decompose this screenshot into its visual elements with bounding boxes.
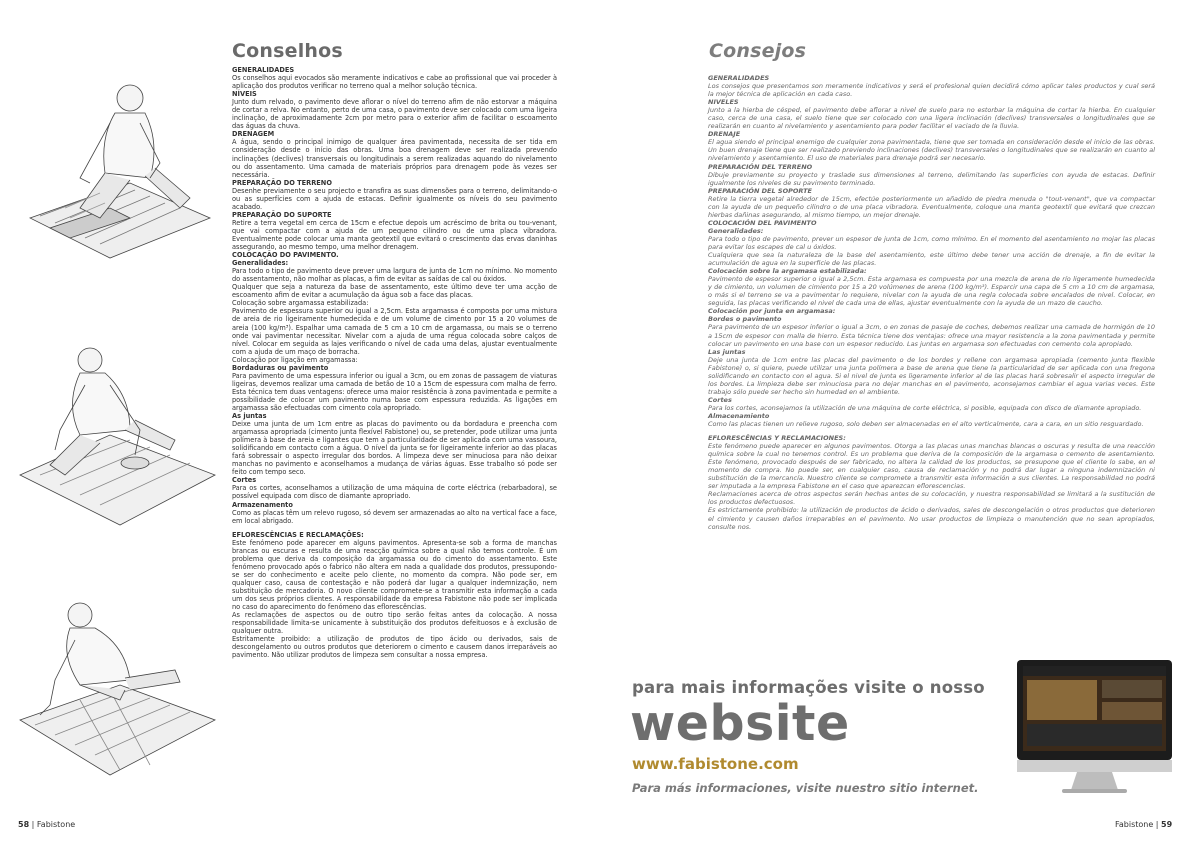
promo-website-word: website — [630, 695, 850, 752]
paragraph: As reclamações de aspectos ou de outro tipo serão feitas antes da colocação. A nossa responsabilidade limita-se unicamente à substituição dos produtos defeituosos e à exclusão de qualquer outra. — [232, 611, 557, 636]
section-heading: Colocación por junta en argamasa: — [708, 307, 836, 316]
section-heading: Cortes — [232, 476, 257, 485]
section-heading: DRENAJE — [708, 130, 741, 139]
paragraph: Para pavimento de uma espessura inferior ou igual a 3cm, ou em zonas de passagem de viaturas ligeiras, devemos realizar uma camada de betão de 10 a 15cm de espessura com malha de ferro. Esta técnica tem duas ventagens: oferece uma maior resistência à zona pavimentada e permite a possibilidade de colocar um pavimento numa base com espessura reduzida. As ligações em argamassa são efectuadas com cimento cola apropriado. — [232, 371, 557, 412]
section-heading: PREPARAÇÃO DO SUPORTE — [232, 210, 332, 219]
paragraph: Para los cortes, aconsejamos la utilización de una máquina de corte eléctrica, si posible, equipada con disco de diamante apropiado. — [708, 403, 1142, 412]
advice-text-column — [232, 66, 557, 659]
paragraph: El agua siendo el principal enemigo de cualquier zona pavimentada, tiene que ser tomada en consideración desde el inicio de las obras. Un buen drenaje tiene que ser realizado previendo inclinaciones (declives) transversales o longitudinales que se realizarán en cuanto al nivelamiento y asentamiento. El uso de materiales para drenaje podrá ser necesario. — [708, 138, 1155, 163]
section-heading: Las juntas — [708, 347, 746, 356]
paragraph: Pavimento de espessura superior ou igual a 2,5cm. Esta argamassa é composta por uma mistura de areia de rio ligeiramente humedecida e de um volume de cimento por 15 a 20 volumes de areia (100 kg/m³). Espalhar uma camada de 5 cm a 10 cm de argamassa, ou mais se o terreno onde vai pavimentar necessitar. Nivelar com a ajuda de uma régua colocada sobre calços de nível. Colocar em seguida as lajes verificando o nível de cada uma delas, ajustar eventualmente com a ajuda de um maço de borracha. — [232, 307, 557, 356]
page-title: Consejos — [709, 40, 807, 62]
paragraph: Os conselhos aqui evocados são meramente indicativos e cabe ao profissional que vai proceder à aplicação dos produtos verificar no terreno qual a melhor solução técnica. — [232, 74, 557, 91]
promo-heading: para mais informações visite o nosso — [632, 678, 985, 697]
paving-worker-illustration-1 — [10, 68, 220, 263]
section-heading: PREPARAÇÃO DO TERRENO — [232, 178, 332, 187]
section-heading: NÍVEIS — [232, 90, 257, 99]
paragraph: Para os cortes, aconselhamos a utilização de uma máquina de corte eléctrica (rebarbadora), se possível equipada com disco de diamante apropriado. — [232, 484, 557, 501]
folio-brand: Fabistone — [1115, 820, 1154, 829]
paragraph: Retire la tierra vegetal alrededor de 15cm, efectúe posteriormente un añadido de piedra menuda o "tout-venant", que va compactar con la ayuda de un pequeño cilindro o de una placa vibradora. Eventualmente, coloque una manta geotextil que evitará que crezcan hierbas dañinas asegurando, al mismo tiempo, un mejor drenaje. — [708, 194, 1155, 219]
section-heading: Bordaduras ou pavimento — [232, 363, 329, 372]
page-number: 59 — [1161, 820, 1173, 829]
paragraph: Dibuje previamente su proyecto y traslade sus dimensiones al terreno, delimitando las superficies con ayuda de estacas. Definir igualmente los niveles de su pavimento terminado. — [708, 170, 1155, 187]
paragraph: Junto a la hierba de césped, el pavimento debe aflorar a nivel de suelo para no estorbar la máquina de cortar la hierba. En cualquier caso, cerca de una casa, el suelo tiene que ser colocado con una ligera inclinación (declives) transversales o longitudinales que se realizarán en cuanto al nivelamiento y asentamiento para poder facilitar el vaciado de la lluvia. — [708, 106, 1155, 131]
section-heading: GENERALIDADES — [232, 66, 295, 74]
paving-worker-illustration-2 — [10, 335, 220, 530]
section-heading: Cortes — [708, 395, 732, 404]
section-heading: GENERALIDADES — [708, 74, 770, 82]
page-folio: 58 | Fabistone — [18, 820, 76, 829]
section-heading: COLOCAÇÃO DO PAVIMENTO. — [232, 251, 339, 260]
paragraph: Retire a terra vegetal em cerca de 15cm e efectue depois um acréscimo de brita ou tou-venant, que vai compactar com a ajuda de um pequeno cilindro ou de uma placa vibradora. Eventualmente pode colocar uma manta geotextil que evitará o crescimento das ervas daninhas assegurando, ao mesmo tempo, uma melhor drenagem. — [232, 218, 557, 252]
section-heading: Armazenamento — [232, 500, 293, 509]
section-heading: Bordes o pavimento — [708, 315, 782, 324]
paragraph: Colocação sobre argamassa estabilizada: — [232, 299, 369, 308]
section-heading: PREPARACIÓN DEL TERRENO — [708, 162, 813, 171]
paragraph: Pavimento de espesor superior o igual a 2,5cm. Esta argamasa es compuesta por una mezcla de arena de río ligeramente humedecida y de cimiento, un volumen de cimiento por 15 a 20 volúmenes de arena (100 kg/m³). Esparcir una capa de 5 cm a 10 cm de argamasa, o más si el terreno se va a pavimentar lo requiere, nivelar con la ayuda de una regla colocada sobre encalados de nivel. Colocar, en seguida, las placas verificando el nivel de cada una de ellas, ajustar eventualmente con la ayuda de un mazo de caucho. — [708, 275, 1155, 308]
section-heading: COLOCACIÓN DEL PAVIMENTO — [708, 218, 817, 227]
paragraph: Desenhe previamente o seu projecto e transfira as suas dimensões para o terreno, delimitando-o ou as superfícies com a ajuda de estacas. Definir igualmente os níveis do seu pavimento acabado. — [232, 186, 557, 211]
section-heading: DRENAGEM — [232, 130, 275, 139]
paragraph: Este fenómeno pode aparecer em alguns pavimentos. Apresenta-se sob a forma de manchas brancas ou escuras e resulta de uma reacção química sobre a qual não temos controle. É um problema que deriva da composição da argamassa ou do cimento do assentamento. Este fenómeno provocado após o fabrico não altera em nada a qualidade dos produtos, pressupondo-se ser do conhecimento e aceite pelo cliente, no momento da compra. Não pode ser, em qualquer caso, causa de contestação e não poderá dar lugar a qualquer indemnização, nem substituição de mercadoria. O novo cliente compromete-se a transmitir esta informação a cada um dos seus próprios clientes. A responsabilidade da empresa Fabistone não pode ser implicada no caso do aparecimento do fenómeno das eflorescências. — [232, 538, 557, 612]
section-heading: Generalidades: — [708, 226, 764, 235]
paragraph: Para todo o tipo de pavimento, prever un espesor de junta de 1cm, como mínimo. En el momento del asentamiento no mojar las placas para evitar los escapes de cal u óxidos. — [708, 234, 1155, 251]
paragraph: Deje una junta de 1cm entre las placas del pavimento o de los bordes y rellene con argamasa apropiada (cemento junta flexible Fabistone) o, si quiere, puede utilizar una junta polímera a base de arena que tiene la particularidad de ser aplicada con una fregona solidificando en contacto con el agua. Si el nivel de junta es ligeramente inferior al de las placas hará sobresalir el aspecto irregular de los bordes. La limpieza debe ser minuciosa para no dejar manchas en el pavimento, aconsejamos cambiar el agua varias veces. Este trabajo sólo puede ser hecho sin humedad en el ambiente. — [708, 355, 1155, 396]
paragraph: Este fenómeno puede aparecer en algunos pavimentos. Otorga a las placas unas manchas blancas o oscuras y resulta de una reacción química sobre la cual no tenemos control. Es un problema que deriva de la composición de la argamasa o cemento de asentamiento. Este fenómeno, provocado después de ser fabricado, no altera la calidad de los productos, se presupone que el cliente lo sabe, en el momento de compra. No puede ser, en cualquier caso, causa de reclamación y no podrá dar lugar a ninguna indemnización ni substitución de la mercancía. Nuestro cliente se compromete a transmitir esta información a sus clientes. La responsabilidad no podrá ser imputada a la empresa Fabistone en el caso que aparezcan eflorescencias. — [708, 442, 1155, 491]
paragraph: Es estrictamente prohibido: la utilización de productos de ácido o derivados, sales de descongelación o otros productos que deterioren el cimiento y causen daños irreparables en el pavimento. No usar productos de limpieza o manutención que no sean apropiados, consulte nos. — [708, 506, 1155, 531]
paragraph: Junto dum relvado, o pavimento deve aflorar o nível do terreno afim de não estorvar a máquina de cortar a relva. No entanto, perto de uma casa, o pavimento deve ser colocado com uma ligeira inclinação, de aproximadamente 2cm por metro para o exterior afim de facilitar o escoamento das águas da chuva. — [232, 98, 557, 131]
paragraph: Como las placas tienen un relieve rugoso, solo deben ser almacenadas en el alto verticalmente, cara a cara, en un sitio resguardado. — [708, 420, 1144, 429]
paragraph: Colocação por ligação em argamassa: — [232, 355, 358, 364]
page-number: 58 — [18, 820, 30, 829]
promo-subtitle: Para más informaciones, visite nuestro sitio internet. — [632, 781, 979, 795]
section-heading: As juntas — [232, 412, 267, 421]
paving-worker-illustration-3 — [10, 590, 220, 785]
advice-text-column — [708, 74, 1155, 531]
computer-monitor-image — [1012, 658, 1177, 798]
website-url-link[interactable]: www.fabistone.com — [632, 755, 799, 773]
paragraph: Para todo o tipo de pavimento deve prever uma largura de junta de 1cm no mínimo. No momento do assentamento, não molhar as placas, a fim de evitar as saídas de cal ou óxidos. — [232, 267, 557, 284]
page-folio: Fabistone | 59 — [1115, 820, 1173, 829]
paragraph: Reclamaciones acerca de otros aspectos serán hechas antes de su colocación, y nuestra responsabilidad se limitará a la sustitución de los productos defectuosos. — [708, 490, 1155, 507]
paragraph: Para pavimento de un espesor inferior o igual a 3cm, o en zonas de pasaje de coches, debemos realizar una camada de hormigón de 10 a 15cm de espesor con malla de hierro. Esta técnica tiene dos ventajas: ofrece una mayor resistencia a la zona pavimentada y permite colocar un pavimento en una base con un espesor reducido. Las juntas en argamasa son efectuadas con cemento cola apropiado. — [708, 323, 1155, 348]
section-heading: Almacenamiento — [708, 411, 770, 420]
section-heading: Colocación sobre la argamasa estabilizada: — [708, 267, 867, 276]
paragraph: Como as placas têm um relevo rugoso, só devem ser armazenadas ao alto na vertical face a face, em local abrigado. — [232, 508, 557, 525]
section-heading: Generalidades: — [232, 259, 289, 268]
paragraph: Qualquer que seja a natureza da base de assentamento, este último deve ter uma acção de escoamento afim de evitar a acumulação da água sob a face das placas. — [232, 283, 557, 300]
folio-brand: Fabistone — [36, 820, 76, 829]
paragraph: Estritamente proibido: a utilização de produtos de tipo ácido ou derivados, sais de descongelamento ou outros produtos que deteriorem o cimento e causem danos irreparáveis ao pavimento. Não utilizar produtos de limpeza sem consultar a nossa empresa. — [232, 635, 557, 660]
section-heading: EFLORESCÊNCIAS E RECLAMAÇÕES: — [232, 530, 364, 539]
paragraph: Cualquiera que sea la naturaleza de la base del asentamiento, este último debe tener una acción de drenaje, a fin de evitar la acumulación de agua en la superficie de las placas. — [708, 251, 1155, 268]
section-heading: EFLORESCÊNCIAS Y RECLAMACIONES: — [708, 434, 846, 443]
section-heading: PREPARACIÓN DEL SOPORTE — [708, 186, 812, 195]
paragraph: A água, sendo o principal inimigo de qualquer área pavimentada, necessita de ser tida em consideração desde o início das obras. Uma boa drenagem deve ser realizada prevendo inclinações (declives) transversais ou longitudinais a serem realizadas aquando do nivelamento ou do assentamento. Uma camada de materiais próprios para drenagem pode às vezes ser necessária. — [232, 138, 557, 179]
page-title: Conselhos — [232, 40, 343, 62]
paragraph: Los consejos que presentamos son meramente indicativos y será el profesional quien decidirá cómo aplicar tales productos y cual será la mejor técnica de aplicación en cada caso. — [708, 82, 1155, 99]
left-page — [0, 0, 595, 842]
section-heading: NIVELES — [708, 98, 739, 107]
paragraph: Deixe uma junta de um 1cm entre as placas do pavimento ou da bordadura e preencha com argamassa apropriada (cimento junta flexível Fabistone) ou, se pretender, pode utilizar uma junta polímera à base de areia e ligantes que tem a particularidade de ser aplicada com uma vassoura, solidificando em contacto com a água. O nível da junta se for ligeiramente inferior ao das placas fará sobressair o aspecto irregular dos bordos. A limpeza deve ser minuciosa para não deixar manchas no pavimento e aconselhamos a mudança de várias águas. Esse trabalho só pode ser feito com tempo seco. — [232, 420, 557, 477]
